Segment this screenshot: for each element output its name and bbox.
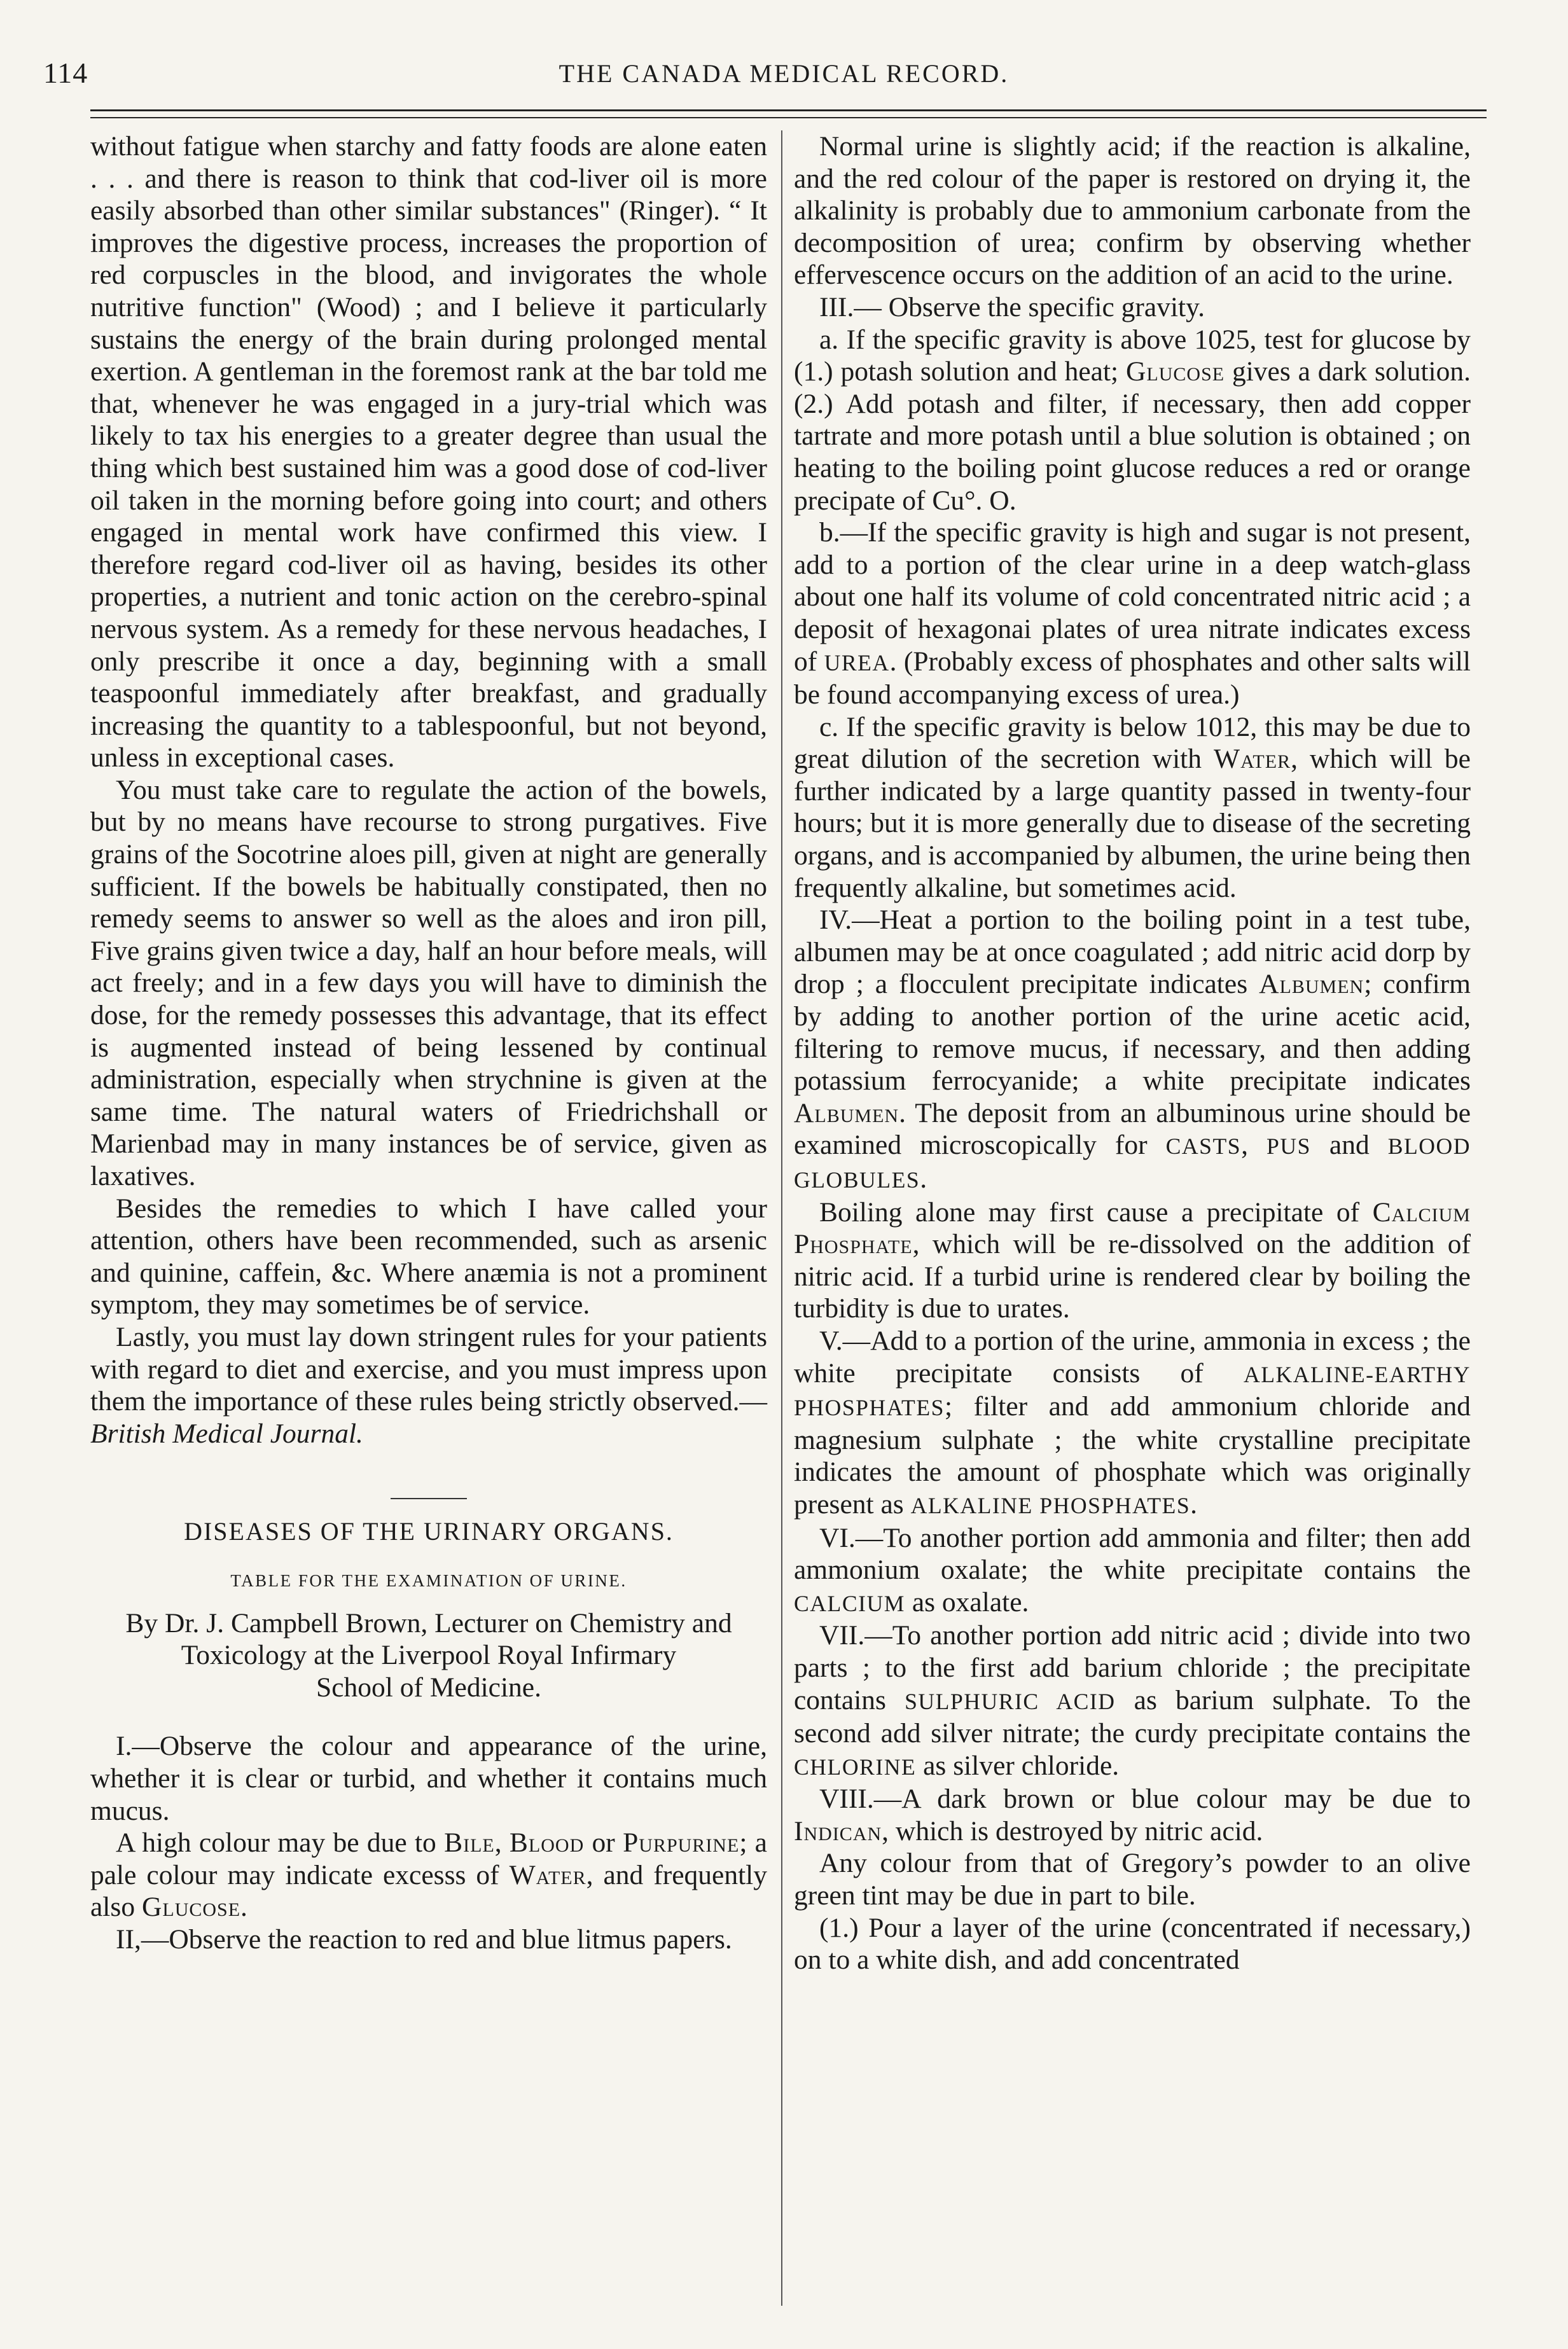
column-divider xyxy=(781,130,782,2306)
term: Glucose xyxy=(1126,356,1225,387)
paragraph xyxy=(794,1783,1471,1847)
paragraph: Normal urine is slightly acid; if the reaction is alkaline, and the red colour of the paper is restored on drying it, the alkalinity is probably due to ammonium carbonate from the decomposition of urea; confirm by observing whether effervescence occurs on the addition of an acid to the urine. xyxy=(794,131,1471,291)
term: Glucose xyxy=(141,1892,241,1923)
paragraph: without fatigue when starchy and fatty foods are alone eaten . . . and there is reason to think that cod-liver oil is more easily absorbed than other similar substances" (Ringer). “ It improves the digestive process, increases the proportion of red corpuscles in the blood, and invigorates the whole nutritive function" (Wood) ; and I believe it particularly sustains the energy of the brain during prolonged mental exertion. A gentleman in the foremost rank at the bar told me that, whenever he was engaged in a jury-trial which was likely to tax his energies to a greater degree than usual the thing which best sustained him was a good dose of cod-liver oil taken in the morning before going into court; and others engaged in mental work have confirmed this view. I therefore regard cod-liver oil as having, besides its other properties, a nutrient and tonic action on the cerebro-spinal nervous system. As a remedy for these nervous headaches, I only prescribe it once a day, beginning with a small teaspoonful immediately after breakfast, and gradually increasing the quantity to a tablespoonful, but not beyond, unless in exceptional cases. xyxy=(90,131,767,773)
text-run: as silver chloride. xyxy=(916,1750,1120,1781)
text-run: A high colour may be due to xyxy=(116,1827,445,1859)
paragraph xyxy=(794,516,1471,711)
paragraph: (1.) Pour a layer of the urine (concentrated if necessary,) on to a white dish, and add concentrated xyxy=(794,1912,1471,1976)
text-run: or xyxy=(584,1827,623,1859)
term: Bile xyxy=(444,1827,495,1859)
text-run: VII.—To another portion add nitric acid ; divide into two parts ; to the first add barium chloride ; the precipitate contains xyxy=(794,1620,1471,1715)
text-run: ; filter and add ammonium chloride and magnesium sulphate ; the white crystalline precipitate indicates the amount of phosphate which was originally present as xyxy=(794,1391,1471,1520)
term: SULPHURIC ACID xyxy=(905,1688,1116,1714)
right-column xyxy=(794,130,1471,1976)
paragraph xyxy=(794,711,1471,904)
byline-line: School of Medicine. xyxy=(316,1672,541,1703)
paragraph: You must take care to regulate the action of the bowels, but by no means have recourse to strong purgatives. Five grains of the Socotrine aloes pill, given at night are generally sufficient. If the bowels be habitually constipated, then no remedy seems to answer so well as the aloes and iron pill, Five grains given twice a day, half an hour before meals, will act freely; and in a few days you will have to diminish the dose, for the remedy possesses this advantage, that its effect is augmented instead of being lessened by continual administration, especially when strychnine is given at the same time. The natural waters of Friedrichshall or Marienbad may in many instances be of service, given as laxatives. xyxy=(90,774,767,1191)
text-run: . The deposit from an albuminous urine should be examined microscopically for xyxy=(794,1097,1471,1161)
paragraph xyxy=(90,1321,767,1450)
text-run: , which will be re-dissolved on the addition of nitric acid. If a turbid urine is rendered clear by boiling the turbidity is due to urates. xyxy=(794,1229,1471,1324)
page-number: 114 xyxy=(43,57,88,89)
text-run: ; a pale colour may indicate excesss of xyxy=(90,1827,767,1890)
paragraph: Any colour from that of Gregory’s powder to an olive green tint may be due in part to bile. xyxy=(794,1848,1471,1911)
text-run: Boiling alone may first cause a precipitate of xyxy=(819,1196,1373,1228)
term: Calcium Phosphate xyxy=(794,1196,1471,1260)
left-column xyxy=(90,130,767,1955)
text-run: , xyxy=(1241,1130,1266,1161)
text-run: , which is destroyed by nitric acid. xyxy=(882,1815,1263,1847)
section-title: DISEASES OF THE URINARY ORGANS. xyxy=(184,1517,674,1546)
text-run: . xyxy=(240,1892,247,1923)
header-rule-thin xyxy=(90,117,1487,118)
byline-line: By Dr. J. Campbell Brown, Lecturer on Chemistry and xyxy=(125,1607,732,1639)
text-run: . (Probably excess of phosphates and other salts will be found accompanying excess of urea.) xyxy=(794,646,1471,710)
term: ALKALINE-EARTHY PHOSPHATES xyxy=(794,1361,1471,1421)
text-run: . xyxy=(920,1163,927,1194)
text-run: and xyxy=(1310,1130,1388,1161)
section-separator xyxy=(391,1498,467,1499)
term: Indican xyxy=(794,1815,882,1847)
term: PUS xyxy=(1266,1133,1311,1160)
term: ALKALINE PHOSPHATES xyxy=(910,1492,1191,1518)
page-header xyxy=(0,51,1568,108)
term: Purpurine xyxy=(623,1827,740,1859)
text-run: as oxalate. xyxy=(905,1586,1029,1618)
term: CALCIUM xyxy=(794,1590,905,1616)
paragraph xyxy=(794,324,1471,517)
term: UREA xyxy=(824,649,890,676)
text-run: VI.—To another portion add ammonia and filter; then add ammonium oxalate; the white precipitate contains the xyxy=(794,1522,1471,1586)
text-run: . xyxy=(1190,1488,1198,1520)
text-run: c. If the specific gravity is below 1012, this may be due to great dilution of the secretion with xyxy=(794,711,1471,775)
text-run: , and frequently also xyxy=(90,1859,767,1923)
running-title: THE CANADA MEDICAL RECORD. xyxy=(559,59,1009,88)
text-run: , which will be further indicated by a large quantity passed in twenty-four hours; but it is more generally due to disease of the secreting organs, and is accompanied by albumen, the urine being then frequently alkaline, but sometimes acid. xyxy=(794,744,1471,903)
text-run: as barium sulphate. To the second add silver nitrate; the curdy precipitate contains the xyxy=(794,1684,1471,1749)
term: CASTS xyxy=(1165,1133,1242,1160)
term: Albumen xyxy=(794,1097,899,1128)
paragraph: III.— Observe the specific gravity. xyxy=(819,291,1205,322)
paragraph xyxy=(90,1827,767,1923)
source-citation: British Medical Journal. xyxy=(90,1418,363,1449)
text-run: IV.—Heat a portion to the boiling point in a test tube, albumen may be at once coagulated ; add nitric acid dorp by drop ; a flocculent precipitate indicates xyxy=(794,904,1471,1000)
term: BLOOD GLOBULES xyxy=(794,1133,1471,1193)
byline xyxy=(90,1607,767,1704)
byline-line: Toxicology at the Liverpool Royal Infirmary xyxy=(181,1640,677,1671)
paragraph xyxy=(794,1196,1471,1325)
text-run: VIII.—A dark brown or blue colour may be due to xyxy=(819,1784,1471,1815)
paragraph xyxy=(794,1325,1471,1522)
paragraph xyxy=(794,1522,1471,1620)
paragraph-text: Lastly, you must lay down stringent rules for your patients with regard to diet and exercise, and you must impress upon them the importance of these rules being strictly observed.— xyxy=(90,1321,767,1417)
text-run: a. If the specific gravity is above 1025, test for glucose by (1.) potash solution and heat; xyxy=(794,324,1471,387)
term: CHLORINE xyxy=(794,1754,917,1780)
paragraph: I.—Observe the colour and appearance of the urine, whether it is clear or turbid, and whether it contains much mucus. xyxy=(90,1731,767,1826)
text-run: gives a dark solution. (2.) Add potash and filter, if necessary, then add copper tartrate and more potash until a blue solution is obtained ; on heating to the boiling point glucose reduces a red or orange precipate of Cu°. O. xyxy=(794,356,1471,516)
text-run: V.—Add to a portion of the urine, ammonia in excess ; the white precipitate consists of xyxy=(794,1325,1471,1389)
term: Blood xyxy=(509,1827,585,1859)
paragraph xyxy=(794,904,1471,1196)
term: Water xyxy=(509,1859,586,1890)
text-run: b.—If the specific gravity is high and sugar is not present, add to a portion of the clear urine in a deep watch-glass about one half its volume of cold concentrated nitric acid ; a deposit of hexagonai plates of urea nitrate indicates excess of xyxy=(794,517,1471,677)
text-run: , xyxy=(494,1827,510,1859)
term: Albumen xyxy=(1259,969,1364,1000)
paragraph: II,—Observe the reaction to red and blue litmus papers. xyxy=(116,1923,732,1955)
paragraph xyxy=(794,1619,1471,1783)
header-rule xyxy=(90,109,1487,111)
text-run: ; confirm by adding to another portion of the urine acetic acid, filtering to remove mucus, if necessary, and then adding potassium ferrocyanide; a white precipitate indicates xyxy=(794,969,1471,1097)
paragraph: Besides the remedies to which I have called your attention, others have been recommended, such as arsenic and quinine, caffein, &c. Where anæmia is not a prominent symptom, they may sometimes be of service. xyxy=(90,1193,767,1320)
section-subtitle: TABLE FOR THE EXAMINATION OF URINE. xyxy=(230,1570,627,1590)
term: Water xyxy=(1214,744,1291,775)
